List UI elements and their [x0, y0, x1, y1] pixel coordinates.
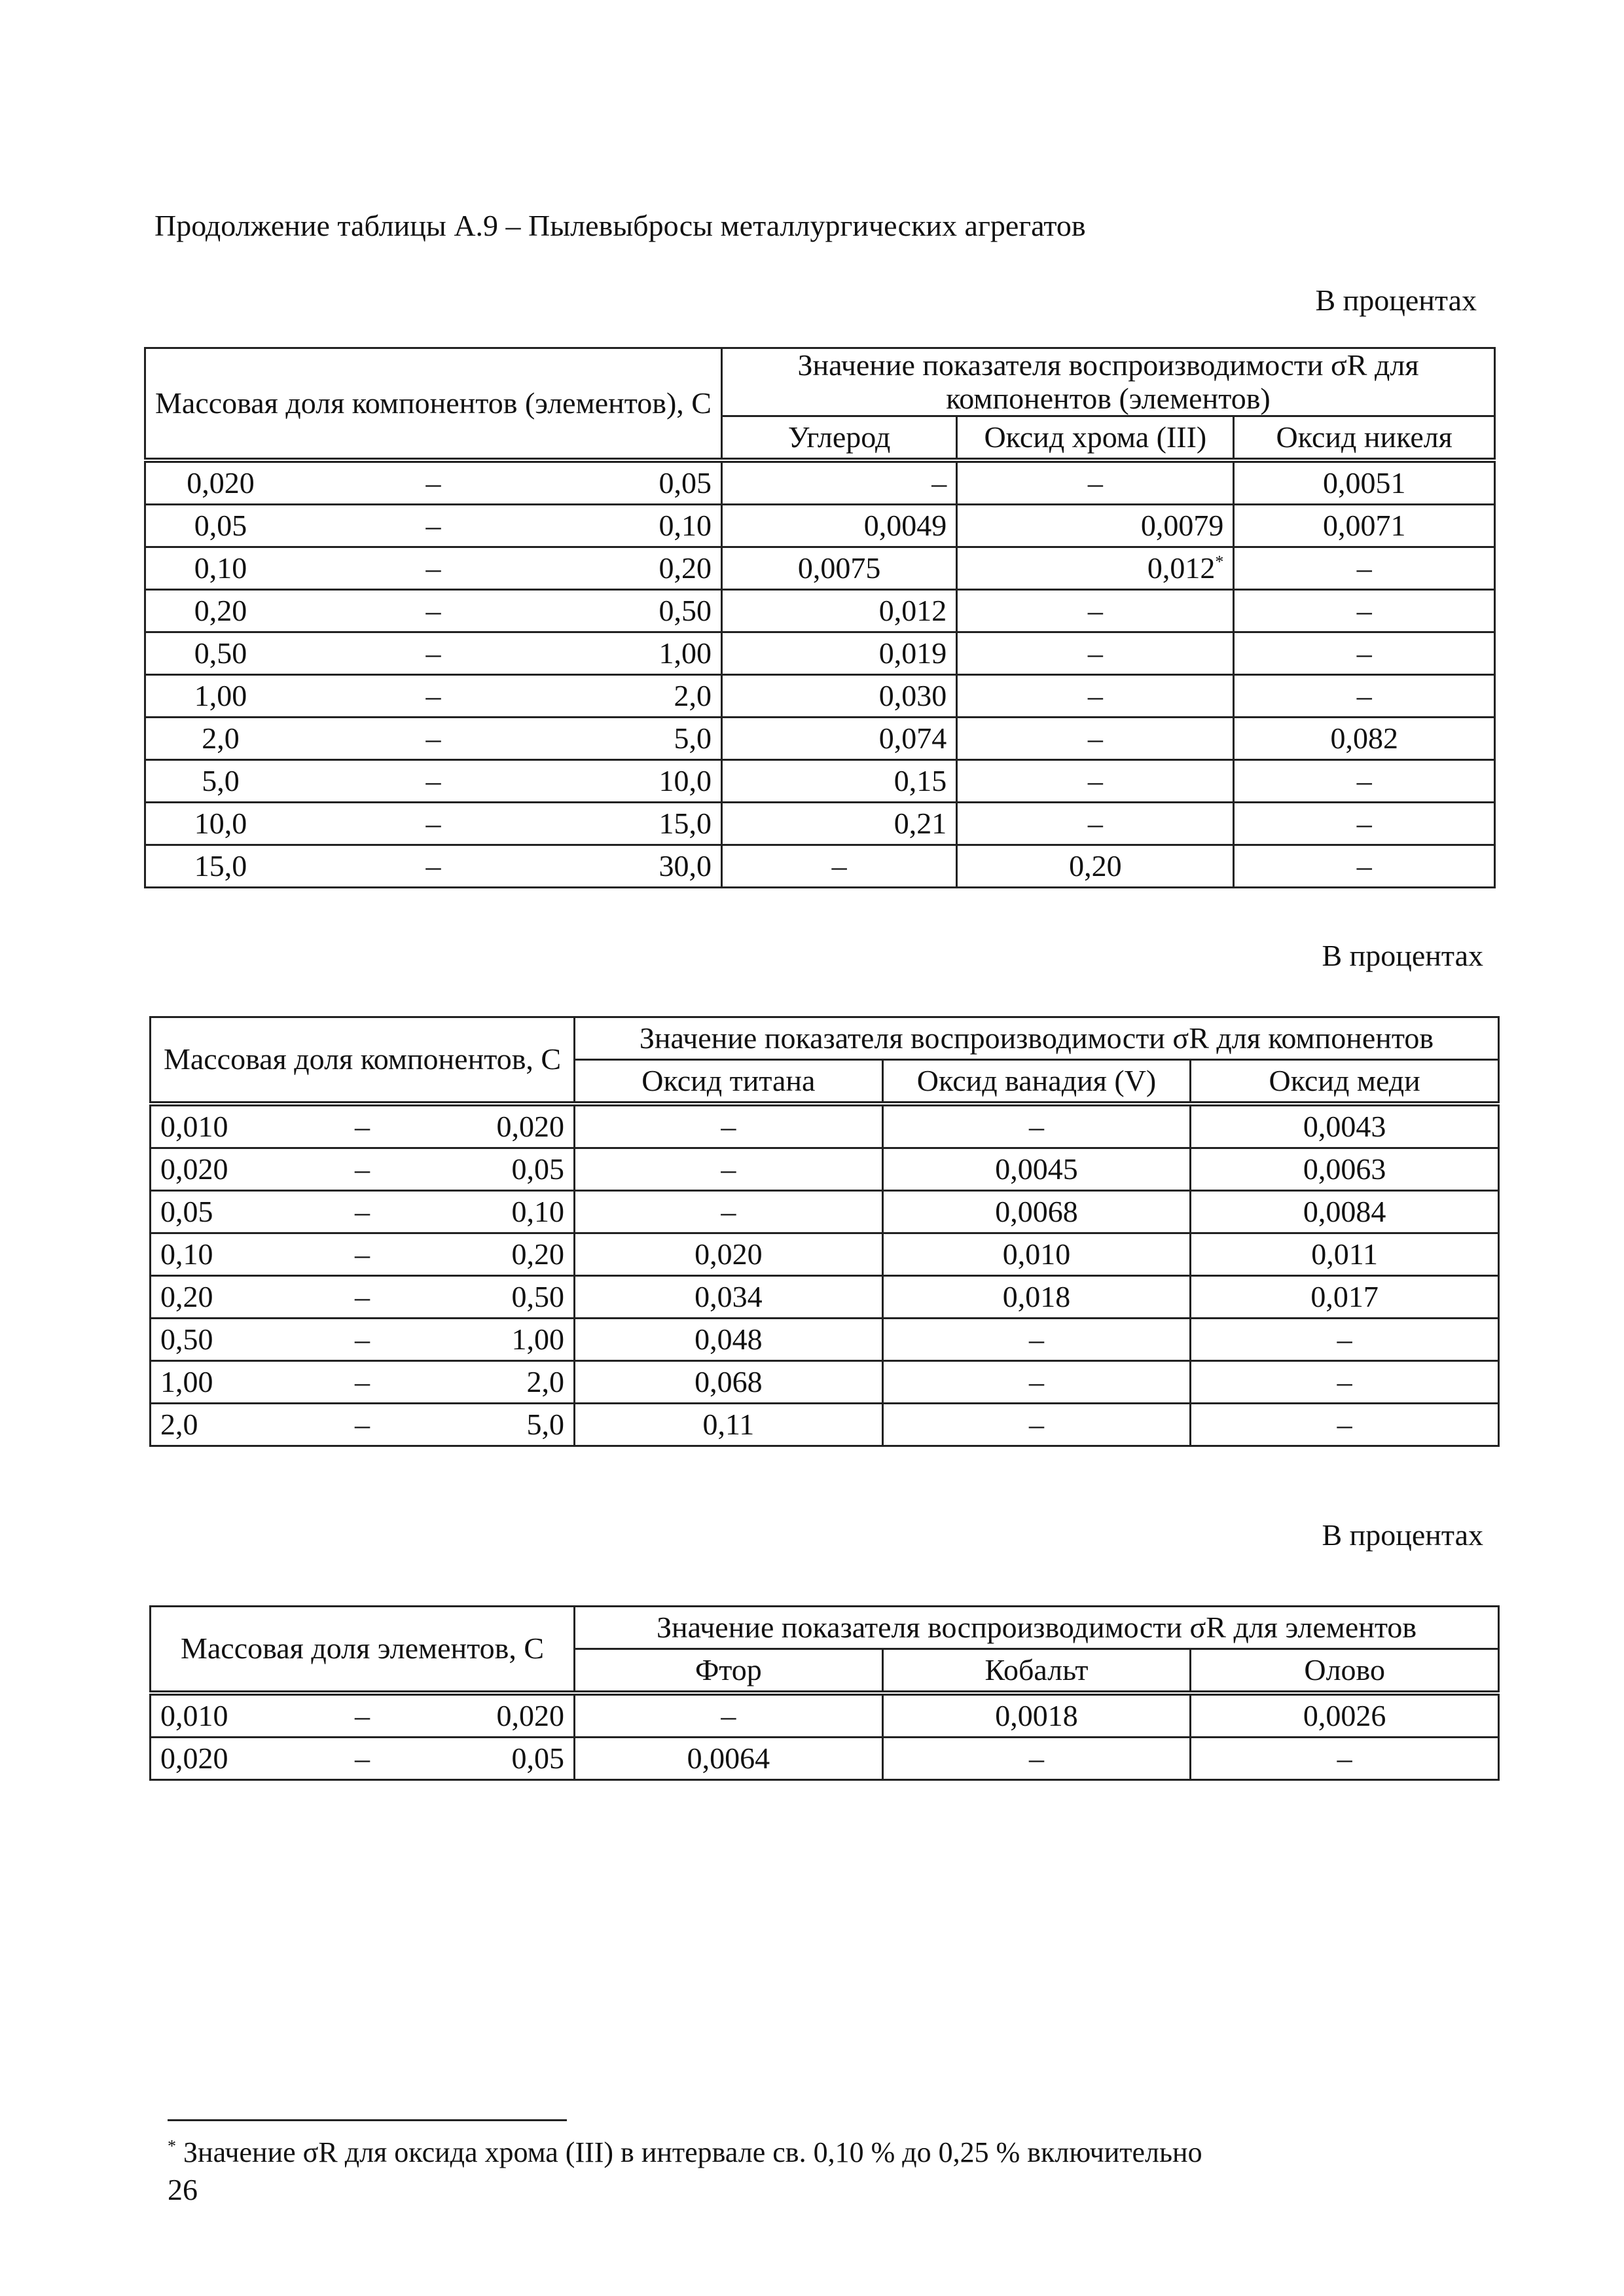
- value-cell: –: [882, 1319, 1191, 1361]
- value-cell: 0,0049: [721, 505, 956, 547]
- range-to: 1,00: [659, 636, 712, 670]
- range-dash: –: [355, 1152, 370, 1186]
- value-cell: 0,0043: [1191, 1104, 1499, 1148]
- table-caption: Продолжение таблицы А.9 – Пылевыбросы металлургических агрегатов: [154, 209, 1086, 242]
- range-cell: [151, 1148, 575, 1191]
- table-row: [145, 760, 1495, 803]
- table-row: [151, 1191, 1499, 1233]
- table-row: [151, 1276, 1499, 1319]
- value-cell: –: [1191, 1738, 1499, 1780]
- range-to: 5,0: [674, 721, 712, 755]
- range-dash: –: [425, 636, 441, 670]
- value-cell: –: [882, 1738, 1191, 1780]
- unit-label: В процентах: [1322, 1518, 1483, 1552]
- range-cell: [145, 845, 722, 888]
- table-row: [151, 1233, 1499, 1276]
- table-row: [151, 1693, 1499, 1738]
- range-to: 0,020: [496, 1698, 565, 1732]
- range-dash: –: [425, 593, 441, 627]
- table-row: [145, 632, 1495, 675]
- footnote-rule: [168, 2119, 567, 2121]
- range-dash: –: [355, 1194, 370, 1228]
- range-to: 2,0: [526, 1364, 565, 1398]
- range-from: 0,50: [160, 1322, 213, 1356]
- table-row: [151, 1104, 1499, 1148]
- range-cell: [151, 1693, 575, 1738]
- value-cell: –: [1234, 547, 1495, 590]
- range-to: 0,20: [511, 1237, 565, 1271]
- range-cell: [145, 675, 722, 718]
- range-dash: –: [355, 1741, 370, 1775]
- range-from: 5,0: [202, 763, 240, 797]
- table-row: [145, 675, 1495, 718]
- value-cell: –: [957, 718, 1234, 760]
- col-header: Фтор: [575, 1649, 883, 1694]
- value-cell: 0,0079: [957, 505, 1234, 547]
- range-dash: –: [355, 1407, 370, 1441]
- value-cell: 0,0064: [575, 1738, 883, 1780]
- range-dash: –: [355, 1237, 370, 1271]
- range-to: 30,0: [659, 848, 712, 883]
- range-to: 0,10: [659, 508, 712, 542]
- value-cell: –: [575, 1191, 883, 1233]
- col-header: Оксид хрома (III): [957, 416, 1234, 461]
- value-cell: 0,017: [1191, 1276, 1499, 1319]
- value-cell: 0,21: [721, 803, 956, 845]
- value-cell: 0,020: [575, 1233, 883, 1276]
- footnote: [168, 2136, 1202, 2169]
- range-cell: [151, 1738, 575, 1780]
- range-from: 0,20: [194, 593, 247, 627]
- value-text: 0,012: [1147, 551, 1216, 585]
- value-cell: 0,030: [721, 675, 956, 718]
- footnote-text: Значение σR для оксида хрома (III) в интервале св. 0,10 % до 0,25 % включительно: [183, 2136, 1202, 2168]
- range-cell: [145, 718, 722, 760]
- range-cell: [151, 1233, 575, 1276]
- value-cell: 0,018: [882, 1276, 1191, 1319]
- value-cell: 0,0045: [882, 1148, 1191, 1191]
- unit-label: В процентах: [1315, 283, 1477, 317]
- range-dash: –: [425, 848, 441, 883]
- value-cell: –: [957, 460, 1234, 505]
- range-from: 0,05: [194, 508, 247, 542]
- range-from: 0,10: [194, 551, 247, 585]
- range-cell: [151, 1276, 575, 1319]
- value-cell: –: [1234, 845, 1495, 888]
- value-cell: –: [1234, 760, 1495, 803]
- range-dash: –: [355, 1364, 370, 1398]
- range-from: 0,020: [160, 1152, 228, 1186]
- value-cell: 0,0071: [1234, 505, 1495, 547]
- value-cell: –: [957, 590, 1234, 632]
- table-row: [145, 590, 1495, 632]
- range-dash: –: [425, 508, 441, 542]
- table-row: [145, 547, 1495, 590]
- footnote-ref: *: [1215, 552, 1224, 572]
- range-cell: [145, 547, 722, 590]
- range-to: 1,00: [511, 1322, 565, 1356]
- range-to: 0,020: [496, 1109, 565, 1143]
- range-from: 1,00: [194, 678, 247, 712]
- value-cell: 0,15: [721, 760, 956, 803]
- range-dash: –: [425, 465, 441, 500]
- range-cell: [145, 803, 722, 845]
- range-dash: –: [355, 1279, 370, 1313]
- range-from: 0,10: [160, 1237, 213, 1271]
- range-from: 2,0: [202, 721, 240, 755]
- value-cell: –: [1191, 1361, 1499, 1404]
- value-cell: 0,20: [957, 845, 1234, 888]
- table-3: [149, 1605, 1500, 1781]
- value-cell: 0,012: [721, 590, 956, 632]
- range-dash: –: [355, 1698, 370, 1732]
- range-cell: [145, 590, 722, 632]
- range-cell: [151, 1104, 575, 1148]
- range-dash: –: [425, 551, 441, 585]
- group-header: Значение показателя воспроизводимости σR для компонентов: [575, 1017, 1499, 1060]
- col-header: Оксид меди: [1191, 1060, 1499, 1104]
- table-row: [145, 718, 1495, 760]
- value-cell: –: [575, 1148, 883, 1191]
- value-cell: –: [1234, 632, 1495, 675]
- range-to: 0,05: [659, 465, 712, 500]
- table-1: [144, 347, 1496, 888]
- range-from: 0,50: [194, 636, 247, 670]
- table-row: [151, 1319, 1499, 1361]
- value-cell: 0,0075: [721, 547, 956, 590]
- col-header: Оксид ванадия (V): [882, 1060, 1191, 1104]
- value-cell: 0,0063: [1191, 1148, 1499, 1191]
- value-cell: 0,0068: [882, 1191, 1191, 1233]
- table-row: [145, 803, 1495, 845]
- range-from: 0,010: [160, 1109, 228, 1143]
- table-row: [145, 460, 1495, 505]
- range-to: 5,0: [526, 1407, 565, 1441]
- range-from: 2,0: [160, 1407, 198, 1441]
- range-cell: [145, 505, 722, 547]
- value-cell: 0,0051: [1234, 460, 1495, 505]
- value-cell: –: [882, 1404, 1191, 1446]
- group-header: Значение показателя воспроизводимости σR для компонентов (элементов): [721, 348, 1494, 416]
- value-cell: –: [1191, 1404, 1499, 1446]
- range-to: 0,10: [511, 1194, 565, 1228]
- range-from: 1,00: [160, 1364, 213, 1398]
- range-cell: [145, 460, 722, 505]
- range-cell: [145, 760, 722, 803]
- value-cell: 0,074: [721, 718, 956, 760]
- range-to: 0,05: [511, 1741, 565, 1775]
- range-cell: [151, 1319, 575, 1361]
- value-cell: 0,011: [1191, 1233, 1499, 1276]
- value-cell: 0,048: [575, 1319, 883, 1361]
- value-cell: 0,0084: [1191, 1191, 1499, 1233]
- range-from: 0,020: [160, 1741, 228, 1775]
- range-to: 0,20: [659, 551, 712, 585]
- range-to: 2,0: [674, 678, 712, 712]
- range-dash: –: [355, 1322, 370, 1356]
- col-header-mass-fraction: Массовая доля компонентов (элементов), C: [145, 348, 722, 461]
- table-row: [151, 1738, 1499, 1780]
- range-cell: [151, 1361, 575, 1404]
- range-from: 0,20: [160, 1279, 213, 1313]
- range-from: 15,0: [194, 848, 247, 883]
- value-cell: –: [1191, 1319, 1499, 1361]
- value-cell: 0,034: [575, 1276, 883, 1319]
- value-cell: –: [1234, 590, 1495, 632]
- range-dash: –: [425, 763, 441, 797]
- value-cell: –: [957, 675, 1234, 718]
- col-header: Оксид никеля: [1234, 416, 1495, 461]
- value-cell: –: [957, 760, 1234, 803]
- table-2: [149, 1016, 1500, 1447]
- range-to: 0,50: [511, 1279, 565, 1313]
- value-cell: –: [882, 1361, 1191, 1404]
- range-from: 0,010: [160, 1698, 228, 1732]
- value-cell: 0,082: [1234, 718, 1495, 760]
- range-dash: –: [425, 806, 441, 840]
- range-to: 15,0: [659, 806, 712, 840]
- value-cell: 0,010: [882, 1233, 1191, 1276]
- range-cell: [151, 1191, 575, 1233]
- range-to: 10,0: [659, 763, 712, 797]
- range-to: 0,50: [659, 593, 712, 627]
- table-row: [151, 1148, 1499, 1191]
- range-to: 0,05: [511, 1152, 565, 1186]
- range-from: 0,05: [160, 1194, 213, 1228]
- value-cell: 0,0026: [1191, 1693, 1499, 1738]
- table-row: [145, 505, 1495, 547]
- value-cell: 0,068: [575, 1361, 883, 1404]
- range-cell: [151, 1404, 575, 1446]
- group-header: Значение показателя воспроизводимости σR для элементов: [575, 1607, 1499, 1649]
- col-header: Оксид титана: [575, 1060, 883, 1104]
- range-dash: –: [425, 678, 441, 712]
- table-row: [145, 845, 1495, 888]
- value-cell: 0,0018: [882, 1693, 1191, 1738]
- range-dash: –: [425, 721, 441, 755]
- range-cell: [145, 632, 722, 675]
- table-row: [151, 1404, 1499, 1446]
- value-cell: 0,11: [575, 1404, 883, 1446]
- col-header: Олово: [1191, 1649, 1499, 1694]
- value-cell: –: [957, 632, 1234, 675]
- value-cell: –: [1234, 803, 1495, 845]
- value-cell: –: [882, 1104, 1191, 1148]
- table-row: [151, 1361, 1499, 1404]
- value-cell: –: [1234, 675, 1495, 718]
- value-cell: 0,019: [721, 632, 956, 675]
- page-number: 26: [168, 2173, 198, 2206]
- value-cell: –: [575, 1693, 883, 1738]
- col-header-mass-fraction: Массовая доля компонентов, C: [151, 1017, 575, 1104]
- col-header-mass-fraction: Массовая доля элементов, C: [151, 1607, 575, 1694]
- col-header: Углерод: [721, 416, 956, 461]
- col-header: Кобальт: [882, 1649, 1191, 1694]
- value-cell: –: [957, 803, 1234, 845]
- value-cell: [957, 547, 1234, 590]
- footnote-mark: *: [168, 2136, 176, 2156]
- range-from: 0,020: [187, 465, 255, 500]
- value-cell: –: [721, 460, 956, 505]
- value-cell: –: [721, 845, 956, 888]
- range-dash: –: [355, 1109, 370, 1143]
- unit-label: В процентах: [1322, 939, 1483, 972]
- range-from: 10,0: [194, 806, 247, 840]
- value-cell: –: [575, 1104, 883, 1148]
